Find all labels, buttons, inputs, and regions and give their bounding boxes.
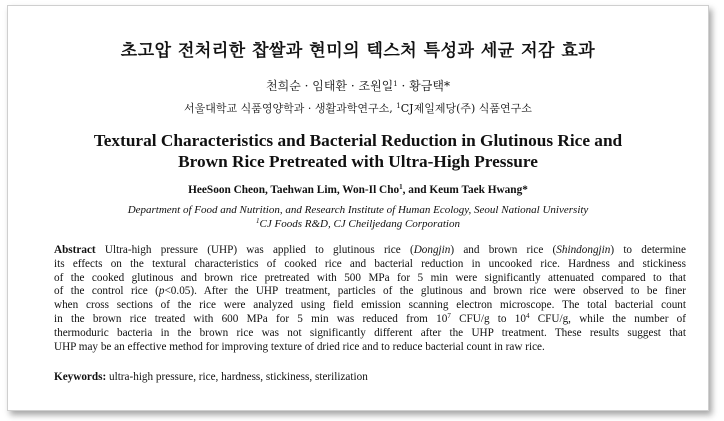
- korean-authors: [8, 77, 708, 94]
- abstract-text: of the control rice (: [54, 285, 159, 298]
- abstract-text: ) and brown rice (: [450, 244, 557, 256]
- korean-title: 초고압 전처리한 찹쌀과 현미의 텍스처 특성과 세균 저감 효과: [120, 41, 596, 61]
- abstract-text: CFU/g to 10: [450, 312, 526, 325]
- abstract: [54, 244, 686, 354]
- english-affiliation-line2: [8, 217, 708, 231]
- english-title: [8, 130, 708, 172]
- keywords-label: Keywords:: [54, 371, 107, 383]
- english-title-line2: Brown Rice Pretreated with Ultra-High Pressure: [178, 152, 538, 171]
- english-title-line1: Textural Characteristics and Bacterial Reduction in Glutinous Rice and: [93, 131, 623, 150]
- abstract-label: Abstract: [54, 244, 96, 256]
- abstract-line-5: when cross sections of the rice were analyzed using field emission scanning electron microscope. The total bacterial count: [54, 299, 686, 312]
- english-affiliation-line1: Department of Food and Nutrition, and Research Institute of Human Ecology, Seoul National University: [127, 204, 589, 216]
- korean-affiliation-part2: CJ제일제당(주) 식품연구소: [400, 102, 532, 115]
- abstract-cultivar-2: Shindongjin: [556, 244, 611, 256]
- keywords-text: ultra-high pressure, rice, hardness, stickiness, sterilization: [106, 371, 368, 383]
- english-affiliation-mark: 1: [256, 217, 260, 225]
- abstract-line-6: [54, 313, 686, 327]
- abstract-text: Ultra-high pressure (UHP) was applied to glutinous rice (: [95, 244, 414, 256]
- abstract-text: CFU/g, while the number of: [529, 312, 686, 325]
- abstract-cultivar-1: Dongjin: [413, 244, 451, 256]
- english-authors: [8, 184, 708, 196]
- korean-author-corresponding: · 황금택*: [397, 79, 450, 93]
- korean-author-names: 천희순 · 임태환 · 조원일: [266, 79, 394, 93]
- abstract-text: <0.05). After the UHP treatment, particles of the glutinous and brown rice were observed to be finer: [164, 285, 687, 298]
- abstract-line-2: its effects on the textural characteristics of cooked rice and bacterial reduction in uncooked rice. Hardness and stickiness: [54, 257, 686, 270]
- abstract-line-7: thermoduric bacteria in the brown rice was not significantly different after the UHP treatment. These results suggest that: [54, 326, 686, 339]
- paper-page: [7, 5, 709, 411]
- english-author-affil-mark: 1: [399, 183, 403, 191]
- abstract-line-4: [54, 285, 686, 299]
- korean-author-affil-mark: 1: [393, 80, 398, 88]
- abstract-text: ) to determine: [610, 244, 686, 256]
- english-affiliation-line2-text: CJ Foods R&D, CJ Cheiljedang Corporation: [259, 218, 460, 230]
- abstract-exponent: 4: [525, 311, 530, 320]
- abstract-line-8: UHP may be an effective method for improving texture of dried rice and to reduce bacterial count in raw rice.: [54, 340, 545, 353]
- abstract-text: in the brown rice treated with 600 MPa for 5 min was reduced from 10: [54, 312, 448, 325]
- english-affiliation: [8, 203, 708, 231]
- korean-affiliation-part1: 서울대학교 식품영양학과 · 생활과학연구소,: [184, 102, 397, 115]
- english-author-corresponding: , and Keum Taek Hwang*: [402, 184, 528, 196]
- korean-affiliation-mark: 1: [396, 102, 401, 110]
- abstract-line-3: of the cooked glutinous and brown rice pretreated with 500 MPa for 5 min were significantly attenuated compared to that: [54, 271, 686, 284]
- keywords: [54, 371, 368, 383]
- abstract-p-value: p: [158, 285, 165, 298]
- korean-affiliation: [8, 100, 708, 116]
- english-author-names: HeeSoon Cheon, Taehwan Lim, Won-Il Cho: [188, 184, 400, 196]
- abstract-line-1: [54, 244, 686, 258]
- abstract-exponent: 7: [447, 311, 451, 320]
